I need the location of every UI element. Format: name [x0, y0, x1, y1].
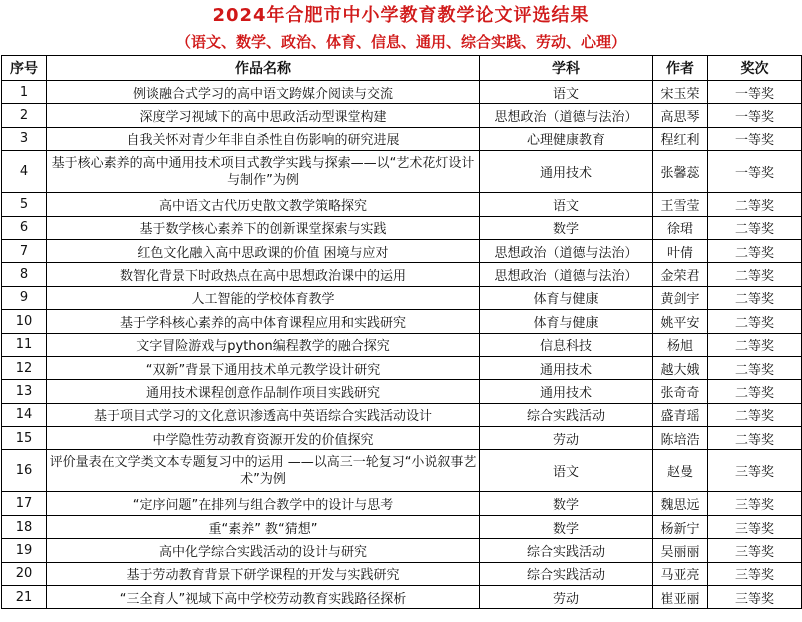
cell-award: 三等奖 [708, 562, 802, 585]
cell-no: 4 [2, 151, 47, 193]
cell-author: 盛青瑶 [653, 403, 708, 426]
cell-subject: 心理健康教育 [480, 127, 653, 150]
table-row [2, 81, 802, 104]
cell-no: 7 [2, 239, 47, 262]
cell-author: 张奇奇 [653, 380, 708, 403]
cell-no: 3 [2, 127, 47, 150]
cell-no: 18 [2, 515, 47, 538]
cell-no: 10 [2, 310, 47, 333]
cell-no: 9 [2, 286, 47, 309]
cell-name: 人工智能的学校体育教学 [47, 286, 480, 309]
table-row [2, 539, 802, 562]
table-row [2, 193, 802, 216]
cell-award: 三等奖 [708, 539, 802, 562]
cell-name: 例谈融合式学习的高中语文跨媒介阅读与交流 [47, 81, 480, 104]
cell-subject: 信息科技 [480, 333, 653, 356]
cell-subject: 通用技术 [480, 356, 653, 379]
cell-no: 1 [2, 81, 47, 104]
cell-author: 黄剑宇 [653, 286, 708, 309]
cell-award: 一等奖 [708, 104, 802, 127]
cell-award: 三等奖 [708, 515, 802, 538]
table-row [2, 151, 802, 193]
cell-author: 姚平安 [653, 310, 708, 333]
cell-subject: 综合实践活动 [480, 562, 653, 585]
header-name: 作品名称 [47, 56, 480, 81]
results-table [1, 55, 802, 609]
cell-award: 三等奖 [708, 586, 802, 609]
cell-subject: 思想政治（道德与法治） [480, 104, 653, 127]
table-row [2, 127, 802, 150]
cell-no: 14 [2, 403, 47, 426]
cell-author: 马亚亮 [653, 562, 708, 585]
cell-author: 陈培浩 [653, 427, 708, 450]
cell-name: 高中化学综合实践活动的设计与研究 [47, 539, 480, 562]
cell-name: 文字冒险游戏与python编程教学的融合探究 [47, 333, 480, 356]
cell-award: 二等奖 [708, 286, 802, 309]
table-row [2, 239, 802, 262]
cell-no: 15 [2, 427, 47, 450]
cell-award: 二等奖 [708, 216, 802, 239]
cell-award: 一等奖 [708, 81, 802, 104]
header-author: 作者 [653, 56, 708, 81]
cell-author: 崔亚丽 [653, 586, 708, 609]
cell-subject: 数学 [480, 492, 653, 515]
table-row [2, 450, 802, 492]
cell-name: 自我关怀对青少年非自杀性自伤影响的研究进展 [47, 127, 480, 150]
cell-author: 高思琴 [653, 104, 708, 127]
table-row [2, 216, 802, 239]
cell-name: 红色文化融入高中思政课的价值 困境与应对 [47, 239, 480, 262]
cell-name: 基于学科核心素养的高中体育课程应用和实践研究 [47, 310, 480, 333]
table-row [2, 286, 802, 309]
cell-subject: 数学 [480, 515, 653, 538]
cell-award: 一等奖 [708, 127, 802, 150]
document-subtitle: （语文、数学、政治、体育、信息、通用、综合实践、劳动、心理） [175, 33, 626, 51]
table-row [2, 427, 802, 450]
cell-award: 二等奖 [708, 380, 802, 403]
cell-name: “定序问题”在排列与组合教学中的设计与思考 [47, 492, 480, 515]
cell-award: 二等奖 [708, 310, 802, 333]
cell-award: 二等奖 [708, 263, 802, 286]
cell-award: 三等奖 [708, 492, 802, 515]
cell-author: 吴丽丽 [653, 539, 708, 562]
table-row [2, 333, 802, 356]
cell-name: 基于核心素养的高中通用技术项目式教学实践与探索——以“艺术花灯设计与制作”为例 [47, 151, 480, 193]
header-subject: 学科 [480, 56, 653, 81]
cell-name: “三全育人”视域下高中学校劳动教育实践路径探析 [47, 586, 480, 609]
cell-subject: 思想政治（道德与法治） [480, 263, 653, 286]
cell-no: 16 [2, 450, 47, 492]
cell-author: 金荣君 [653, 263, 708, 286]
cell-name: 数智化背景下时政热点在高中思想政治课中的运用 [47, 263, 480, 286]
cell-author: 叶倩 [653, 239, 708, 262]
cell-author: 杨新宁 [653, 515, 708, 538]
cell-subject: 数学 [480, 216, 653, 239]
cell-name: 重“素养” 教“猜想” [47, 515, 480, 538]
table-row [2, 492, 802, 515]
cell-name: 中学隐性劳动教育资源开发的价值探究 [47, 427, 480, 450]
cell-author: 杨旭 [653, 333, 708, 356]
cell-subject: 综合实践活动 [480, 403, 653, 426]
table-row [2, 310, 802, 333]
cell-name: 基于数学核心素养下的创新课堂探索与实践 [47, 216, 480, 239]
cell-author: 宋玉荣 [653, 81, 708, 104]
cell-author: 王雪莹 [653, 193, 708, 216]
table-row [2, 403, 802, 426]
cell-no: 8 [2, 263, 47, 286]
cell-subject: 体育与健康 [480, 286, 653, 309]
cell-no: 13 [2, 380, 47, 403]
cell-no: 21 [2, 586, 47, 609]
cell-award: 二等奖 [708, 333, 802, 356]
cell-award: 二等奖 [708, 193, 802, 216]
table-body [2, 81, 802, 609]
cell-subject: 语文 [480, 81, 653, 104]
table-row [2, 263, 802, 286]
table-header-row [2, 56, 802, 81]
cell-award: 二等奖 [708, 356, 802, 379]
cell-no: 5 [2, 193, 47, 216]
cell-name: 基于劳动教育背景下研学课程的开发与实践研究 [47, 562, 480, 585]
cell-name: 基于项目式学习的文化意识渗透高中英语综合实践活动设计 [47, 403, 480, 426]
cell-subject: 通用技术 [480, 151, 653, 193]
header-no: 序号 [2, 56, 47, 81]
cell-author: 程红利 [653, 127, 708, 150]
table-row [2, 515, 802, 538]
cell-subject: 综合实践活动 [480, 539, 653, 562]
cell-award: 二等奖 [708, 403, 802, 426]
cell-subject: 语文 [480, 450, 653, 492]
cell-name: “双新”背景下通用技术单元教学设计研究 [47, 356, 480, 379]
cell-subject: 体育与健康 [480, 310, 653, 333]
table-row [2, 586, 802, 609]
cell-award: 二等奖 [708, 239, 802, 262]
cell-name: 深度学习视域下的高中思政活动型课堂构建 [47, 104, 480, 127]
table-row [2, 356, 802, 379]
cell-no: 11 [2, 333, 47, 356]
document-title: 2024年合肥市中小学教育教学论文评选结果 [212, 5, 590, 26]
cell-subject: 劳动 [480, 586, 653, 609]
cell-award: 二等奖 [708, 427, 802, 450]
cell-subject: 思想政治（道德与法治） [480, 239, 653, 262]
cell-no: 19 [2, 539, 47, 562]
cell-subject: 通用技术 [480, 380, 653, 403]
cell-author: 张馨蕊 [653, 151, 708, 193]
cell-author: 赵曼 [653, 450, 708, 492]
cell-subject: 劳动 [480, 427, 653, 450]
cell-no: 17 [2, 492, 47, 515]
cell-author: 越大娥 [653, 356, 708, 379]
cell-author: 魏思远 [653, 492, 708, 515]
table-row [2, 104, 802, 127]
table-row [2, 562, 802, 585]
cell-award: 一等奖 [708, 151, 802, 193]
table-row [2, 380, 802, 403]
cell-subject: 语文 [480, 193, 653, 216]
cell-award: 三等奖 [708, 450, 802, 492]
cell-author: 徐珺 [653, 216, 708, 239]
cell-no: 12 [2, 356, 47, 379]
cell-no: 20 [2, 562, 47, 585]
cell-name: 评价量表在文学类文本专题复习中的运用 ——以高三一轮复习“小说叙事艺术”为例 [47, 450, 480, 492]
cell-name: 通用技术课程创意作品制作项目实践研究 [47, 380, 480, 403]
cell-name: 高中语文古代历史散文教学策略探究 [47, 193, 480, 216]
cell-no: 2 [2, 104, 47, 127]
header-award: 奖次 [708, 56, 802, 81]
cell-no: 6 [2, 216, 47, 239]
